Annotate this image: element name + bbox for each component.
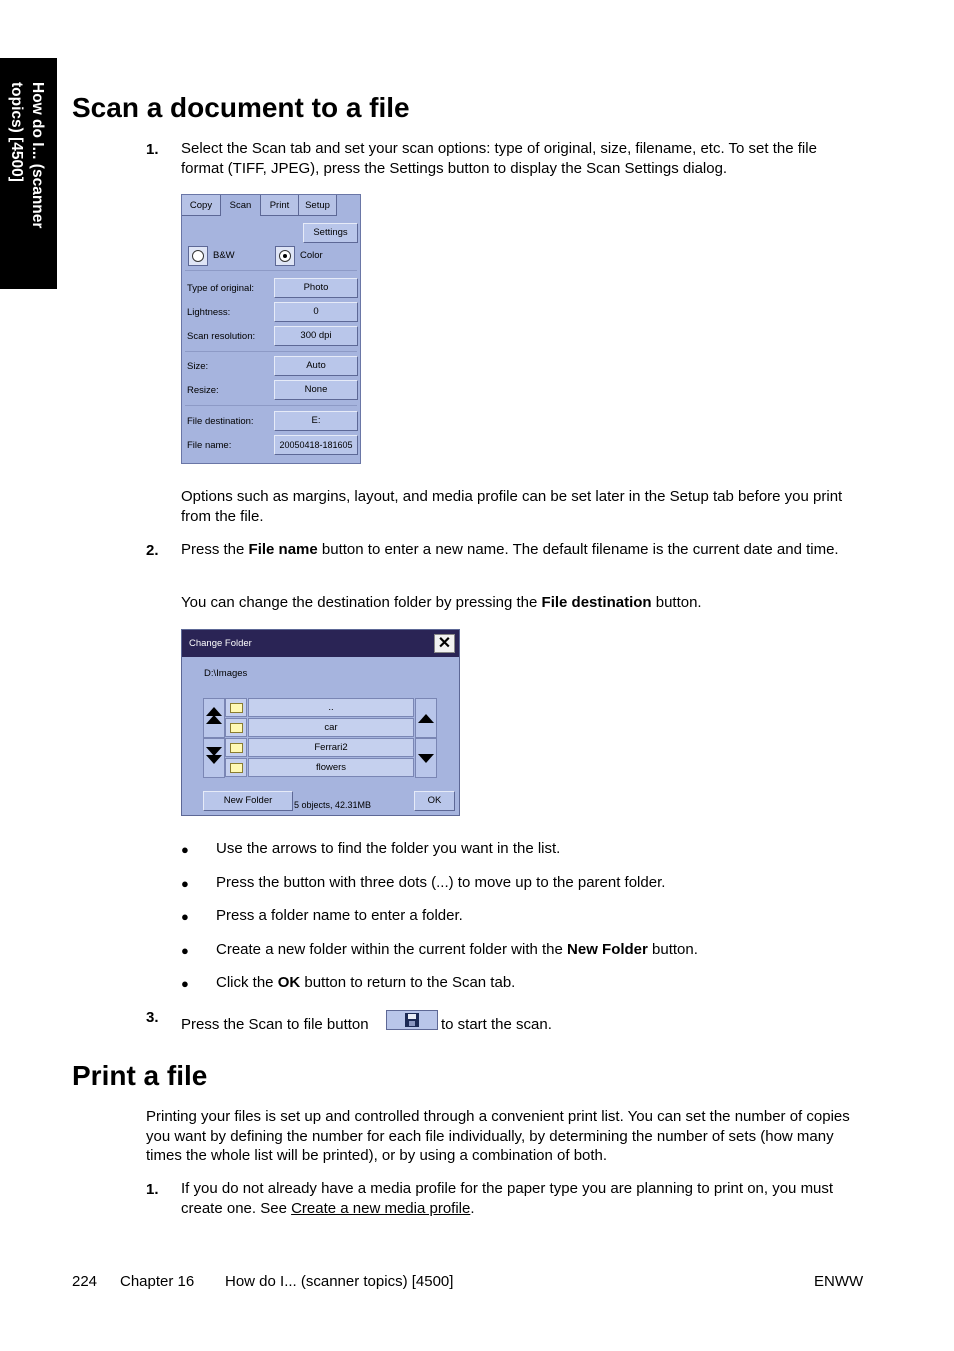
- change-folder-dialog: [181, 629, 460, 816]
- floppy-disk-icon: [405, 1013, 419, 1027]
- footer-right: ENWW: [814, 1273, 864, 1290]
- scan-tab-screenshot: [181, 194, 361, 464]
- radio-color[interactable]: [275, 246, 295, 266]
- down-arrow-icon: [418, 754, 434, 763]
- print-intro-paragraph: Printing your files is set up and controlled through a convenient print list. You can set the number of copies you want by defining the number for each file individually, by determining the number of sets (how many times the whole list will be printed), or by using a combination of both.: [146, 1108, 850, 1164]
- new-folder-button[interactable]: New Folder: [203, 791, 293, 811]
- step-text: Press the Scan to file button: [181, 1016, 369, 1033]
- side-tab-text: How do I... (scanner topics) [4500]: [8, 82, 46, 229]
- folder-icon: [225, 718, 247, 737]
- scan-to-file-button: [386, 1010, 438, 1030]
- scroll-down-button[interactable]: [415, 738, 437, 778]
- row-label: Resize:: [187, 385, 219, 396]
- bullet-text: Use the arrows to find the folder you want in the list.: [216, 840, 561, 857]
- settings-button[interactable]: Settings: [303, 223, 358, 243]
- side-chapter-tab: [0, 58, 57, 289]
- dialog-title: Change Folder: [189, 638, 252, 649]
- tab-setup[interactable]: Setup: [299, 195, 337, 216]
- tab-scan[interactable]: Scan: [221, 195, 261, 216]
- scroll-bottom-button[interactable]: [203, 738, 225, 778]
- bullet-text: Press a folder name to enter a folder.: [216, 907, 463, 924]
- scroll-top-button[interactable]: [203, 698, 225, 738]
- radio-bw-label: B&W: [213, 250, 235, 261]
- folder-row[interactable]: [225, 718, 414, 737]
- bullet-text: Create a new folder within the current folder with the New Folder button.: [216, 941, 698, 958]
- tab-print[interactable]: Print: [261, 195, 299, 216]
- scan-resolution-button[interactable]: 300 dpi: [274, 326, 358, 346]
- step-number: 1.: [146, 141, 159, 158]
- bullet-icon: ●: [181, 976, 189, 991]
- folder-name[interactable]: ..: [248, 698, 414, 717]
- radio-color-label: Color: [300, 250, 323, 261]
- section-title-scan: Scan a document to a file: [72, 92, 410, 123]
- step-number: 3.: [146, 1009, 159, 1026]
- row-label: File name:: [187, 440, 232, 451]
- folder-row-parent[interactable]: [225, 698, 414, 717]
- section-title-print: Print a file: [72, 1060, 208, 1091]
- bullet-icon: ●: [181, 876, 189, 891]
- folder-path: D:\Images: [204, 668, 248, 679]
- close-icon[interactable]: ✕: [434, 634, 455, 653]
- row-label: Size:: [187, 361, 209, 372]
- folder-row[interactable]: [225, 758, 414, 777]
- media-profile-link[interactable]: Create a new media profile: [291, 1199, 471, 1217]
- footer-title: How do I... (scanner topics) [4500]: [225, 1273, 454, 1290]
- row-label: Type of original:: [187, 283, 255, 294]
- step-text: Press the File name button to enter a new name. The default filename is the current date and time.: [181, 541, 839, 558]
- tab-copy[interactable]: Copy: [182, 195, 221, 216]
- row-label: Scan resolution:: [187, 331, 256, 342]
- dialog-title-bar: [182, 630, 459, 657]
- step-number: 1.: [146, 1181, 159, 1198]
- step-number: 2.: [146, 542, 159, 559]
- folder-row[interactable]: [225, 738, 414, 757]
- folder-icon: [225, 758, 247, 777]
- type-of-original-button[interactable]: Photo: [274, 278, 358, 298]
- file-destination-button[interactable]: E:: [274, 411, 358, 431]
- folder-icon: [225, 698, 247, 717]
- step-text: Select the Scan tab and set your scan options: type of original, size, filename, etc. To set the file format (TIFF, JPEG), press the Settings button to display the Scan Settings dialog.: [181, 140, 817, 177]
- radio-bw[interactable]: [188, 246, 208, 266]
- bullet-text: Click the OK button to return to the Scan tab.: [216, 974, 516, 991]
- file-name-button[interactable]: 20050418-181605: [274, 435, 358, 455]
- size-button[interactable]: Auto: [274, 356, 358, 376]
- options-paragraph: Options such as margins, layout, and media profile can be set later in the Setup tab before you print from the file.: [181, 488, 843, 525]
- ok-button[interactable]: OK: [414, 791, 455, 811]
- footer-chapter: Chapter 16: [120, 1273, 195, 1290]
- bullet-icon: ●: [181, 842, 189, 857]
- row-label: File destination:: [187, 416, 254, 427]
- scroll-up-button[interactable]: [415, 698, 437, 738]
- row-label: Lightness:: [187, 307, 231, 318]
- resize-button[interactable]: None: [274, 380, 358, 400]
- bullet-text: Press the button with three dots (...) to move up to the parent folder.: [216, 874, 666, 891]
- up-arrow-icon: [418, 714, 434, 723]
- page-number: 224: [72, 1273, 98, 1290]
- tab-bar: [182, 195, 360, 217]
- step-text: If you do not already have a media profile for the paper type you are planning to print on, you must create one. See Create a new media profile.: [181, 1180, 834, 1217]
- folder-name[interactable]: car: [248, 718, 414, 737]
- folder-status: 5 objects, 42.31MB: [294, 800, 372, 810]
- lightness-button[interactable]: 0: [274, 302, 358, 322]
- step-text: to start the scan.: [441, 1016, 552, 1033]
- folder-name[interactable]: flowers: [248, 758, 414, 777]
- bullet-icon: ●: [181, 943, 189, 958]
- destination-paragraph: You can change the destination folder by pressing the File destination button.: [181, 594, 702, 611]
- folder-icon: [225, 738, 247, 757]
- bullet-icon: ●: [181, 909, 189, 924]
- folder-name[interactable]: Ferrari2: [248, 738, 414, 757]
